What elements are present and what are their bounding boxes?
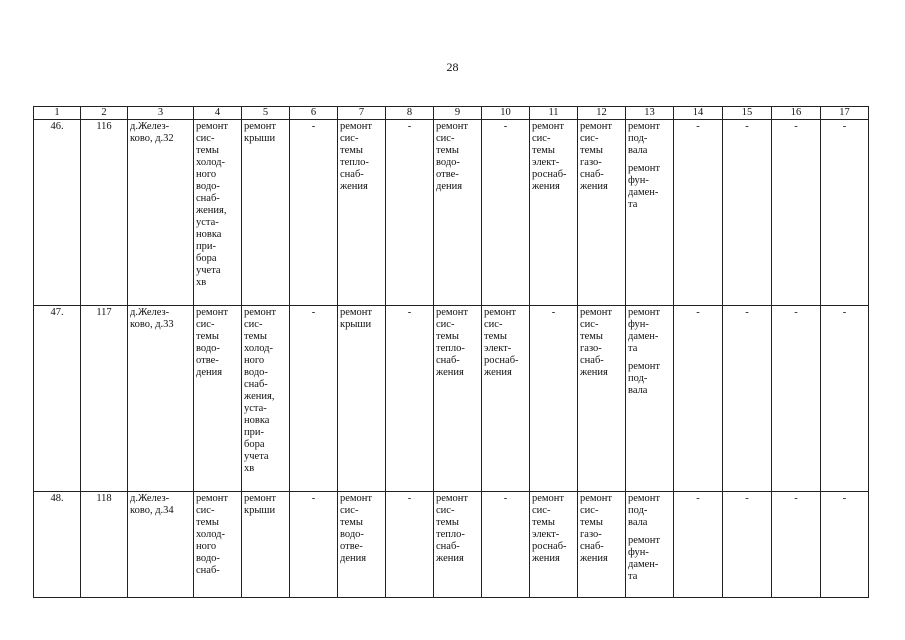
column-number-7: 7 (338, 107, 386, 120)
repair-work-cell (578, 306, 626, 492)
cell-text-line: вала (628, 145, 648, 156)
repair-work-cell (434, 306, 482, 492)
repair-work-cell (434, 492, 482, 598)
cell-text-line: уста- (244, 403, 267, 414)
empty-dash-cell: - (290, 492, 338, 598)
column-number-12: 12 (578, 107, 626, 120)
cell-text-line: холод- (196, 157, 225, 168)
cell-text-line: ремонт (196, 121, 229, 132)
column-number-6: 6 (290, 107, 338, 120)
cell-text-line: ремонт (196, 307, 229, 318)
empty-dash-cell: - (821, 306, 869, 492)
cell-text-line: отве- (436, 169, 459, 180)
table-body (34, 107, 869, 598)
empty-dash-cell: - (674, 120, 723, 306)
column-number-3: 3 (128, 107, 194, 120)
empty-dash-cell: - (386, 492, 434, 598)
cell-text-line: ремонт (340, 121, 373, 132)
cell-text-line: ремонт (244, 307, 277, 318)
repair-work-cell (242, 120, 290, 306)
repair-work-cell (578, 492, 626, 598)
cell-text-line: д.Желез- (130, 307, 170, 318)
cell-text-line: холод- (244, 343, 273, 354)
repair-work-cell (482, 306, 530, 492)
column-number-15: 15 (723, 107, 772, 120)
cell-text-line: сис- (532, 133, 551, 144)
row-number: 48. (34, 492, 81, 598)
cell-text-line: снаб- (580, 355, 604, 366)
cell-text-line: уста- (196, 217, 219, 228)
cell-text-line: роснаб- (532, 541, 567, 552)
cell-text-line: жения (484, 367, 512, 378)
cell-text-line: под- (628, 505, 648, 516)
repair-work-cell (578, 120, 626, 306)
cell-text-line: тепло- (436, 529, 465, 540)
empty-dash-cell: - (723, 492, 772, 598)
cell-text-line: роснаб- (484, 355, 519, 366)
column-number-2: 2 (81, 107, 128, 120)
cell-text-line: ремонт (436, 307, 469, 318)
cell-text-line: хв (244, 463, 255, 474)
column-number-14: 14 (674, 107, 723, 120)
cell-text-line: сис- (340, 505, 359, 516)
cell-text-line: ного (244, 355, 265, 366)
cell-text-line: ремонт (628, 121, 661, 132)
empty-dash-cell: - (674, 306, 723, 492)
table-row (34, 306, 869, 492)
repair-work-cell (194, 306, 242, 492)
cell-text-line: ремонт (244, 493, 277, 504)
cell-text-line: дения (196, 367, 223, 378)
cell-text-line: дамен- (628, 559, 659, 570)
cell-text-line: ремонт (484, 307, 517, 318)
cell-text-line: темы (340, 145, 363, 156)
cell-text-line: новка (196, 229, 222, 240)
cell-text-line: сис- (340, 133, 359, 144)
cell-text-line: крыши (340, 319, 372, 330)
cell-text-line: дамен- (628, 331, 659, 342)
cell-text-line: ремонт (340, 307, 373, 318)
cell-text-line: темы (436, 517, 459, 528)
cell-text-line: ремонт (436, 493, 469, 504)
cell-text-line: темы (580, 331, 603, 342)
cell-text-line: темы (244, 331, 267, 342)
column-number-10: 10 (482, 107, 530, 120)
cell-text-line: водо- (196, 181, 220, 192)
column-number-11: 11 (530, 107, 578, 120)
cell-text-line: водо- (340, 529, 364, 540)
cell-text-line: газо- (580, 157, 602, 168)
cell-text-line: сис- (580, 319, 599, 330)
cell-text-line: жения (580, 367, 608, 378)
cell-text-line: снаб- (436, 541, 460, 552)
cell-text-line: д.Желез- (130, 121, 170, 132)
cell-text-line: элект- (484, 343, 512, 354)
empty-dash-cell: - (772, 306, 821, 492)
cell-text-line: жения (532, 553, 560, 564)
cell-text-line: та (628, 199, 638, 210)
row-number: 46. (34, 120, 81, 306)
cell-text-line: ремонт (628, 163, 661, 174)
empty-dash-cell: - (821, 120, 869, 306)
cell-text-line: фун- (628, 175, 649, 186)
empty-dash-cell: - (290, 306, 338, 492)
cell-text-line: сис- (484, 319, 503, 330)
empty-dash-cell: - (772, 120, 821, 306)
cell-text-line: водо- (436, 157, 460, 168)
cell-text-line: темы (340, 517, 363, 528)
cell-text-line: водо- (196, 553, 220, 564)
building-code: 118 (81, 492, 128, 598)
column-number-17: 17 (821, 107, 869, 120)
cell-text-line: жения (436, 553, 464, 564)
cell-text-line: крыши (244, 505, 276, 516)
cell-text-line: дения (340, 553, 367, 564)
cell-text-line: темы (580, 145, 603, 156)
cell-text-line: снаб- (196, 193, 220, 204)
cell-text-line: темы (532, 517, 555, 528)
empty-dash-cell: - (723, 120, 772, 306)
cell-text-line: под- (628, 373, 648, 384)
cell-text-line: сис- (436, 505, 455, 516)
cell-text-line: фун- (628, 319, 649, 330)
column-number-9: 9 (434, 107, 482, 120)
cell-text-line: при- (244, 427, 264, 438)
building-code: 116 (81, 120, 128, 306)
empty-dash-cell: - (821, 492, 869, 598)
cell-text-line: при- (196, 241, 216, 252)
repair-work-cell (530, 120, 578, 306)
cell-text-line: темы (532, 145, 555, 156)
building-address (128, 120, 194, 306)
cell-text-line: темы (580, 517, 603, 528)
cell-text-line: дения (436, 181, 463, 192)
cell-text-line: ремонт (580, 121, 613, 132)
cell-text-line: ремонт (628, 307, 661, 318)
cell-text-line: ково, д.34 (130, 505, 174, 516)
cell-text-line: учета (244, 451, 269, 462)
column-number-13: 13 (626, 107, 674, 120)
cell-text-line: ремонт (532, 493, 565, 504)
cell-text-line: сис- (580, 133, 599, 144)
empty-dash-cell: - (530, 306, 578, 492)
empty-dash-cell: - (386, 306, 434, 492)
empty-dash-cell: - (772, 492, 821, 598)
cell-text-line: темы (484, 331, 507, 342)
cell-text-line: темы (196, 145, 219, 156)
cell-text-line: роснаб- (532, 169, 567, 180)
repair-work-cell (338, 306, 386, 492)
cell-text-line: снаб- (196, 565, 220, 576)
cell-text-line: сис- (196, 505, 215, 516)
repair-work-cell (434, 120, 482, 306)
building-address (128, 492, 194, 598)
column-number-8: 8 (386, 107, 434, 120)
table-row (34, 492, 869, 598)
column-number-16: 16 (772, 107, 821, 120)
cell-text-line: водо- (196, 343, 220, 354)
cell-text-line: сис- (196, 319, 215, 330)
cell-text-line: новка (244, 415, 270, 426)
cell-text-line: ремонт (532, 121, 565, 132)
empty-dash-cell: - (290, 120, 338, 306)
cell-text-line: ково, д.32 (130, 133, 174, 144)
cell-text-line: ремонт (580, 307, 613, 318)
empty-dash-cell: - (482, 492, 530, 598)
cell-text-line: снаб- (580, 169, 604, 180)
column-number-5: 5 (242, 107, 290, 120)
cell-text-line: водо- (244, 367, 268, 378)
cell-text-line: жения (580, 553, 608, 564)
cell-text-line: под- (628, 133, 648, 144)
cell-text-line: сис- (436, 133, 455, 144)
repair-work-cell (338, 492, 386, 598)
cell-text-line: отве- (340, 541, 363, 552)
repair-work-cell (338, 120, 386, 306)
cell-text-line: ремонт (340, 493, 373, 504)
cell-text-line: сис- (244, 319, 263, 330)
cell-text-line: та (628, 571, 638, 582)
cell-text-line: снаб- (580, 541, 604, 552)
repair-work-cell (626, 120, 674, 306)
empty-dash-cell: - (482, 120, 530, 306)
repair-work-cell (194, 492, 242, 598)
cell-text-line: ремонт (436, 121, 469, 132)
repair-work-cell (242, 306, 290, 492)
cell-text-line: жения (340, 181, 368, 192)
page-number: 28 (446, 60, 459, 74)
cell-text-line: сис- (532, 505, 551, 516)
building-address (128, 306, 194, 492)
cell-text-line: ремонт (628, 361, 661, 372)
cell-text-line: жения (436, 367, 464, 378)
cell-text-line: тепло- (436, 343, 465, 354)
cell-text-line: ного (196, 169, 217, 180)
cell-text-line: бора (244, 439, 265, 450)
cell-text-line: ремонт (244, 121, 277, 132)
table-row (34, 120, 869, 306)
cell-text-line: д.Желез- (130, 493, 170, 504)
cell-text-line: жения, (244, 391, 275, 402)
cell-text-line: учета (196, 265, 221, 276)
cell-text-line: газо- (580, 529, 602, 540)
cell-text-line: снаб- (436, 355, 460, 366)
cell-text-line: ремонт (580, 493, 613, 504)
cell-text-line: элект- (532, 157, 560, 168)
cell-text-line: холод- (196, 529, 225, 540)
cell-text-line: снаб- (340, 169, 364, 180)
repair-work-cell (530, 492, 578, 598)
empty-dash-cell: - (674, 492, 723, 598)
cell-text-line: жения, (196, 205, 227, 216)
cell-text-line: жения (580, 181, 608, 192)
cell-text-line: вала (628, 517, 648, 528)
cell-text-line: элект- (532, 529, 560, 540)
repair-schedule-table (33, 106, 869, 598)
cell-text-line: ремонт (196, 493, 229, 504)
cell-text-line: сис- (580, 505, 599, 516)
cell-text-line: ного (196, 541, 217, 552)
cell-text-line: газо- (580, 343, 602, 354)
cell-text-line: крыши (244, 133, 276, 144)
empty-dash-cell: - (386, 120, 434, 306)
empty-dash-cell: - (723, 306, 772, 492)
cell-text-line: хв (196, 277, 207, 288)
column-number-4: 4 (194, 107, 242, 120)
cell-text-line: снаб- (244, 379, 268, 390)
cell-text-line: сис- (196, 133, 215, 144)
column-number-row (34, 107, 869, 120)
cell-text-line: темы (436, 145, 459, 156)
cell-text-line: отве- (196, 355, 219, 366)
cell-text-line: темы (196, 331, 219, 342)
cell-text-line: жения (532, 181, 560, 192)
cell-text-line: темы (436, 331, 459, 342)
cell-text-line: ремонт (628, 493, 661, 504)
building-code: 117 (81, 306, 128, 492)
repair-work-cell (626, 492, 674, 598)
cell-text-line: дамен- (628, 187, 659, 198)
cell-text-line: та (628, 343, 638, 354)
repair-work-cell (194, 120, 242, 306)
cell-text-line: бора (196, 253, 217, 264)
cell-text-line: вала (628, 385, 648, 396)
cell-text-line: ремонт (628, 535, 661, 546)
cell-text-line: темы (196, 517, 219, 528)
repair-work-cell (626, 306, 674, 492)
cell-text-line: тепло- (340, 157, 369, 168)
repair-work-cell (242, 492, 290, 598)
cell-text-line: ково, д.33 (130, 319, 174, 330)
cell-text-line: фун- (628, 547, 649, 558)
cell-text-line: сис- (436, 319, 455, 330)
column-number-1: 1 (34, 107, 81, 120)
row-number: 47. (34, 306, 81, 492)
